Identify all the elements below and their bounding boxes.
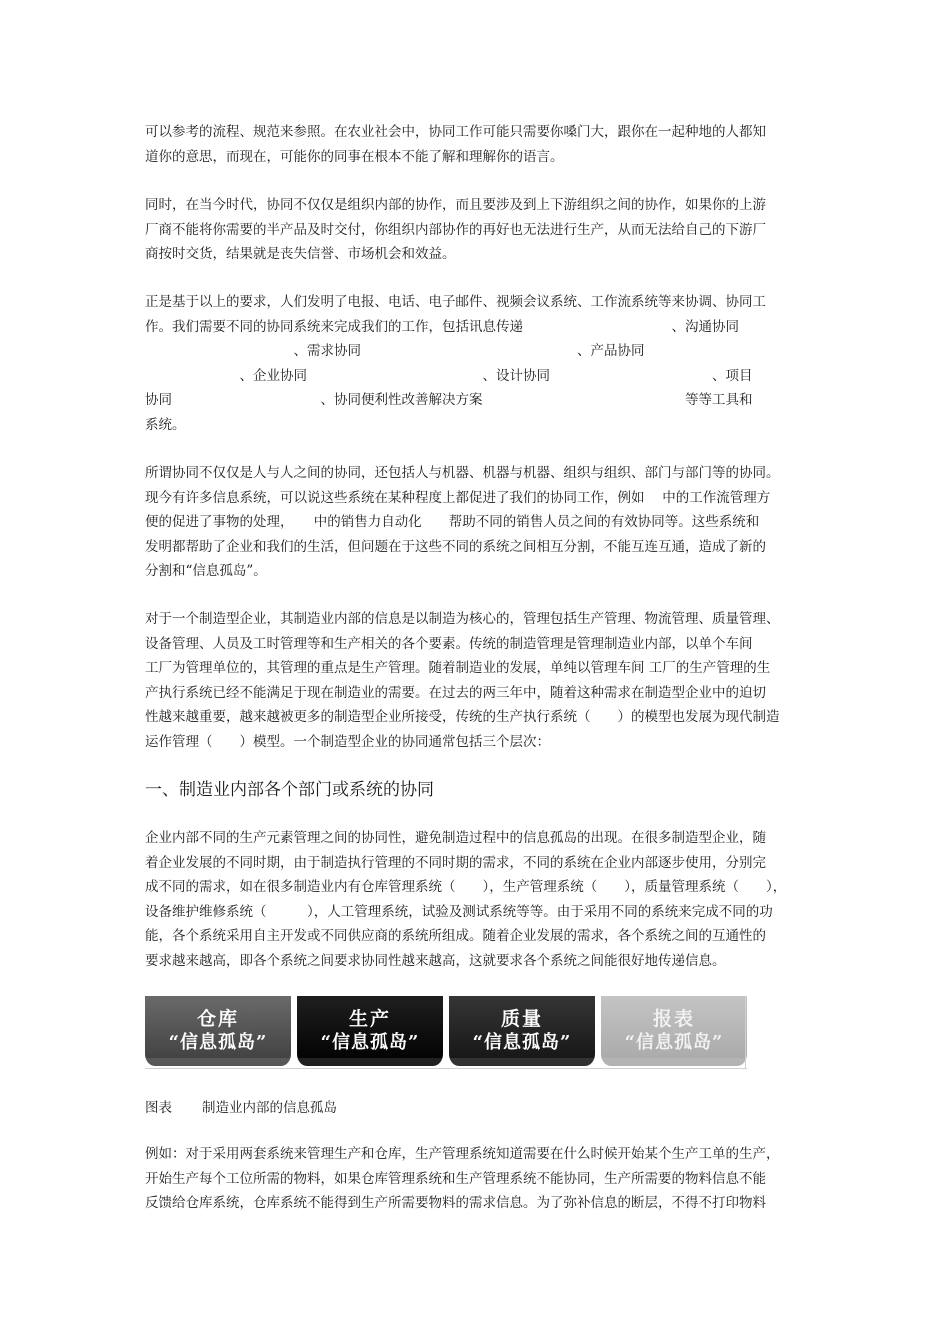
text-line: 要求越来越高，即各个系统之间要求协同性越来越高，这就要求各个系统之间能很好地传递信息。 xyxy=(145,952,726,969)
caption-label: 图表 xyxy=(145,1100,172,1116)
text-line: 系统。 xyxy=(145,416,186,433)
text-line: 能，各个系统采用自主开发或不同供应商的系统所组成。随着企业发展的需求，各个系统之间的互通性的 xyxy=(145,928,766,944)
text-line: 运作管理（ ）模型。一个制造型企业的协同通常包括三个层次： xyxy=(145,733,550,750)
text-line: 、需求协同 、产品协同 xyxy=(145,343,645,359)
text-line: 例如：对于采用两套系统来管理生产和仓库，生产管理系统知道需要在什么时候开始某个生产工单的生产， xyxy=(145,1146,780,1162)
text-line: 开始生产每个工位所需的物料，如果仓库管理系统和生产管理系统不能协同，生产所需要的物料信息不能 xyxy=(145,1170,766,1187)
text-line: 所谓协同不仅仅是人与人之间的协同，还包括人与机器、机器与机器、组织与组织、部门与部门等的协同。 xyxy=(145,465,780,481)
text-line: 分割和“信息孤岛”。 xyxy=(145,563,267,579)
text-line: 企业内部不同的生产元素管理之间的协同性，避免制造过程中的信息孤岛的出现。在很多制造型企业，随 xyxy=(145,830,766,846)
island-subtitle: “信息孤岛” xyxy=(624,1032,724,1053)
text-line: 厂商不能将你需要的半产品及时交付，你组织内部协作的再好也无法进行生产，从而无法给自己的下游厂 xyxy=(145,221,766,238)
paragraph-1 xyxy=(145,120,807,169)
island-production xyxy=(297,996,443,1066)
text-line: 道你的意思，而现在，可能你的同事在根本不能了解和理解你的语言。 xyxy=(145,148,564,165)
island-subtitle: “信息孤岛” xyxy=(320,1032,420,1053)
paragraph-4 xyxy=(145,461,807,584)
information-island-figure xyxy=(145,996,747,1068)
island-warehouse xyxy=(145,996,291,1066)
figure-bottom-border xyxy=(145,1068,747,1069)
text-line: 便的促进了事物的处理， 中的销售力自动化 帮助不同的销售人员之间的有效协同等。这些系统和 xyxy=(145,514,760,530)
text-line: 协同 、协同便利性改善解决方案 等等工具和 xyxy=(145,392,753,408)
text-line: 同时，在当今时代，协同不仅仅是组织内部的协作，而且要涉及到上下游组织之间的协作，如果你的上游 xyxy=(145,197,766,213)
section-heading: 一、制造业内部各个部门或系统的协同 xyxy=(145,780,434,800)
text-line: 反馈给仓库系统，仓库系统不能得到生产所需要物料的需求信息。为了弥补信息的断层，不得不打印物料 xyxy=(145,1195,766,1211)
paragraph-6 xyxy=(145,826,807,973)
text-line: 正是基于以上的要求，人们发明了电报、电话、电子邮件、视频会议系统、工作流系统等来协调、协同工 xyxy=(145,294,766,310)
island-title: 报表 xyxy=(652,1008,695,1030)
island-subtitle: “信息孤岛” xyxy=(472,1032,572,1053)
text-line: 着企业发展的不同时期，由于制造执行管理的不同时期的需求，不同的系统在企业内部逐步使用，分别完 xyxy=(145,854,766,871)
island-title: 仓库 xyxy=(196,1008,239,1030)
text-line: 、企业协同 、设计协同 、项目 xyxy=(145,367,753,384)
paragraph-7 xyxy=(145,1142,807,1216)
text-line: 发明都帮助了企业和我们的生活，但问题在于这些不同的系统之间相互分割，不能互连互通，造成了新的 xyxy=(145,538,766,555)
paragraph-3 xyxy=(145,290,807,437)
text-line: 可以参考的流程、规范来参照。在农业社会中，协同工作可能只需要你嗓门大，跟你在一起种地的人都知 xyxy=(145,124,766,140)
text-line: 对于一个制造型企业，其制造业内部的信息是以制造为核心的，管理包括生产管理、物流管理、质量管理、 xyxy=(145,611,780,627)
text-line: 设备管理、人员及工时管理等和生产相关的各个要素。传统的制造管理是管理制造业内部，以单个车间 xyxy=(145,635,753,652)
island-title: 质量 xyxy=(500,1008,543,1030)
island-subtitle: “信息孤岛” xyxy=(168,1032,268,1053)
island-title: 生产 xyxy=(348,1008,391,1030)
text-line: 设备维护维修系统（ ），人工管理系统，试验及测试系统等等。由于采用不同的系统来完成不同的功 xyxy=(145,903,773,920)
island-quality xyxy=(449,996,595,1066)
text-line: 作。我们需要不同的协同系统来完成我们的工作，包括讯息传递 、沟通协同 xyxy=(145,318,739,335)
text-line: 产执行系统已经不能满足于现在制造业的需要。在过去的两三年中，随着这种需求在制造型企业中的迫切 xyxy=(145,684,766,701)
text-line: 商按时交货，结果就是丧失信誉、市场机会和效益。 xyxy=(145,246,456,262)
figure-right-border xyxy=(745,996,746,1068)
island-report xyxy=(601,996,747,1066)
text-line: 工厂为管理单位的，其管理的重点是生产管理。随着制造业的发展，单纯以管理车间 工厂的生产管理的生 xyxy=(145,660,771,676)
paragraph-5 xyxy=(145,607,807,754)
text-line: 性越来越重要，越来越被更多的制造型企业所接受，传统的生产执行系统（ ）的模型也发展为现代制造 xyxy=(145,709,780,725)
text-line: 成不同的需求，如在很多制造业内有仓库管理系统（ ），生产管理系统（ ），质量管理系统（ ）， xyxy=(145,879,787,895)
figure-caption xyxy=(145,1096,337,1120)
caption-text: 制造业内部的信息孤岛 xyxy=(202,1100,337,1116)
paragraph-2 xyxy=(145,193,807,267)
text-line: 现今有许多信息系统，可以说这些系统在某种程度上都促进了我们的协同工作，例如 中的工作流管理方 xyxy=(145,489,771,506)
